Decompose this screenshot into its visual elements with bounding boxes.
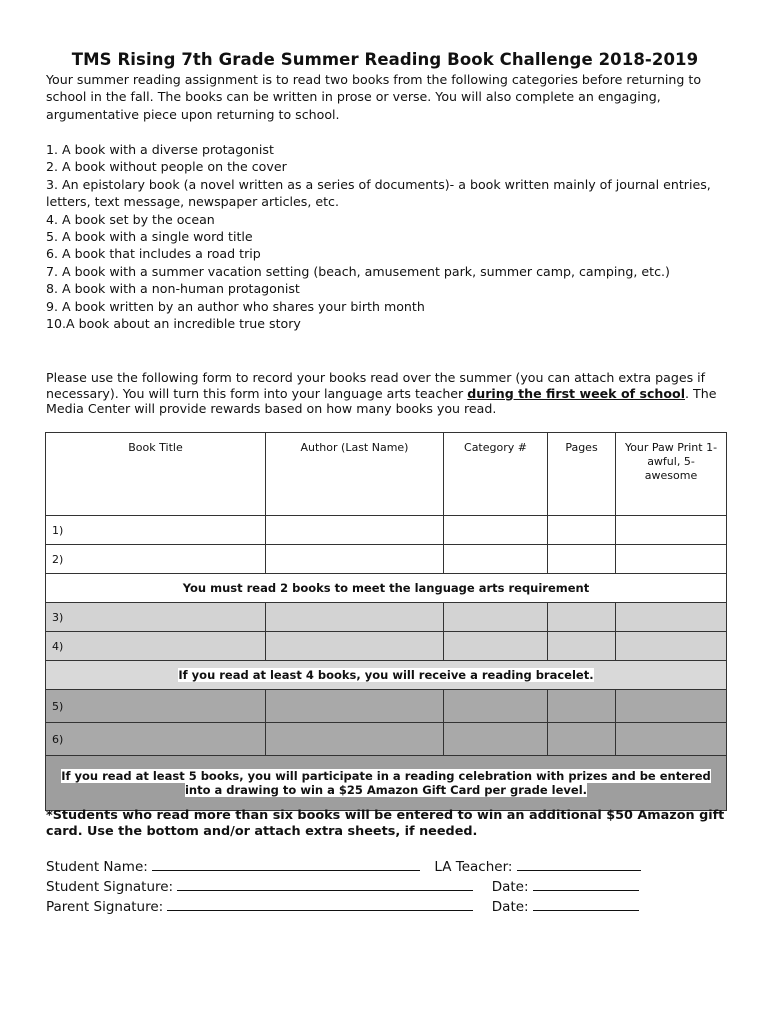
header-pages: Pages: [548, 433, 616, 516]
parent-signature-label: Parent Signature:: [46, 899, 164, 915]
instructions-part1: Please use the following form to record your books read over the summer (you can attach extra pages if necessary). You will turn this form into your language arts teacher: [46, 370, 706, 401]
header-paw-print: Your Paw Print 1- awful, 5- awesome: [616, 433, 727, 516]
parent-date-field[interactable]: [533, 898, 639, 911]
la-teacher-label: LA Teacher:: [434, 859, 513, 875]
category-item: 1. A book with a diverse protagonist: [46, 142, 274, 157]
celebration-message: If you read at least 5 books, you will participate in a reading celebration with prizes and be entered into a drawing to win a $25 Amazon Gift Card per grade level.: [61, 769, 711, 797]
requirement-message-row: [46, 574, 727, 603]
student-name-line: [46, 858, 641, 875]
intro-paragraph: Your summer reading assignment is to read two books from the following categories before returning to school in the fall. The books can be written in prose or verse. You will also complete an engaging, argumentative piece upon returning to school.: [46, 72, 702, 122]
category-item: 7. A book with a summer vacation setting (beach, amusement park, summer camp, camping, etc.): [46, 263, 670, 279]
table-header-row: [46, 433, 727, 516]
date-label: Date:: [491, 879, 529, 895]
pages-cell[interactable]: [548, 545, 616, 574]
row-number[interactable]: 6): [46, 723, 266, 756]
rating-cell[interactable]: [616, 603, 727, 632]
bonus-note: *Students who read more than six books will be entered to win an additional $50 Amazon gift card. Use the bottom and/or attach extra sheets, if needed.: [46, 808, 725, 839]
pages-cell[interactable]: [548, 690, 616, 723]
author-cell[interactable]: [266, 690, 444, 723]
page-title: TMS Rising 7th Grade Summer Reading Book Challenge 2018-2019: [71, 50, 699, 69]
table-row: [46, 723, 727, 756]
category-cell[interactable]: [444, 723, 548, 756]
category-item: 6. A book that includes a road trip: [46, 246, 261, 262]
table-row: [46, 545, 727, 574]
form-instructions: [46, 370, 736, 417]
celebration-message-row: [46, 756, 727, 811]
author-cell[interactable]: [266, 516, 444, 545]
student-date-field[interactable]: [533, 878, 639, 891]
reading-log-table: [45, 432, 727, 811]
category-item: 2. A book without people on the cover: [46, 159, 287, 175]
pages-cell[interactable]: [548, 723, 616, 756]
pages-cell[interactable]: [548, 632, 616, 661]
requirement-message: You must read 2 books to meet the language arts requirement: [46, 574, 727, 603]
table-row: [46, 603, 727, 632]
student-signature-label: Student Signature:: [46, 879, 174, 895]
student-signature-line: [46, 878, 639, 895]
rating-cell[interactable]: [616, 690, 727, 723]
category-item: 9. A book written by an author who shares your birth month: [46, 298, 425, 314]
category-cell[interactable]: [444, 690, 548, 723]
category-cell[interactable]: [444, 516, 548, 545]
table-row: [46, 632, 727, 661]
student-name-label: Student Name:: [46, 859, 148, 875]
rating-cell[interactable]: [616, 545, 727, 574]
category-item: 3. An epistolary book (a novel written as a series of documents)- a book written mainly of journal entries, letters, text message, newspaper articles, etc.: [46, 176, 711, 210]
la-teacher-field[interactable]: [517, 858, 641, 871]
bracelet-message: If you read at least 4 books, you will receive a reading bracelet.: [178, 668, 594, 682]
parent-signature-field[interactable]: [167, 898, 473, 911]
table-row: [46, 516, 727, 545]
category-cell[interactable]: [444, 603, 548, 632]
date-label: Date:: [491, 899, 529, 915]
category-item: 4. A book set by the ocean: [46, 211, 215, 227]
header-category: Category #: [444, 433, 548, 516]
category-list: [46, 141, 736, 332]
instructions-part2: . The Media Center will provide rewards based on how many books you read.: [46, 385, 717, 416]
header-author: Author (Last Name): [266, 433, 444, 516]
student-signature-field[interactable]: [177, 878, 473, 891]
category-item: 10.A book about an incredible true story: [46, 316, 301, 332]
pages-cell[interactable]: [548, 603, 616, 632]
row-number[interactable]: 2): [46, 545, 266, 574]
author-cell[interactable]: [266, 545, 444, 574]
rating-cell[interactable]: [616, 723, 727, 756]
author-cell[interactable]: [266, 723, 444, 756]
row-number[interactable]: 5): [46, 690, 266, 723]
row-number[interactable]: 3): [46, 603, 266, 632]
table-row: [46, 690, 727, 723]
category-item: 5. A book with a single word title: [46, 229, 253, 245]
author-cell[interactable]: [266, 603, 444, 632]
category-cell[interactable]: [444, 632, 548, 661]
bracelet-message-row: [46, 661, 727, 690]
parent-signature-line: [46, 898, 639, 915]
category-cell[interactable]: [444, 545, 548, 574]
rating-cell[interactable]: [616, 632, 727, 661]
row-number[interactable]: 4): [46, 632, 266, 661]
author-cell[interactable]: [266, 632, 444, 661]
student-name-field[interactable]: [152, 858, 420, 871]
pages-cell[interactable]: [548, 516, 616, 545]
rating-cell[interactable]: [616, 516, 727, 545]
due-date-emphasis: during the first week of school: [467, 385, 686, 401]
category-item: 8. A book with a non-human protagonist: [46, 281, 300, 297]
header-book-title: Book Title: [46, 433, 266, 516]
row-number[interactable]: 1): [46, 516, 266, 545]
